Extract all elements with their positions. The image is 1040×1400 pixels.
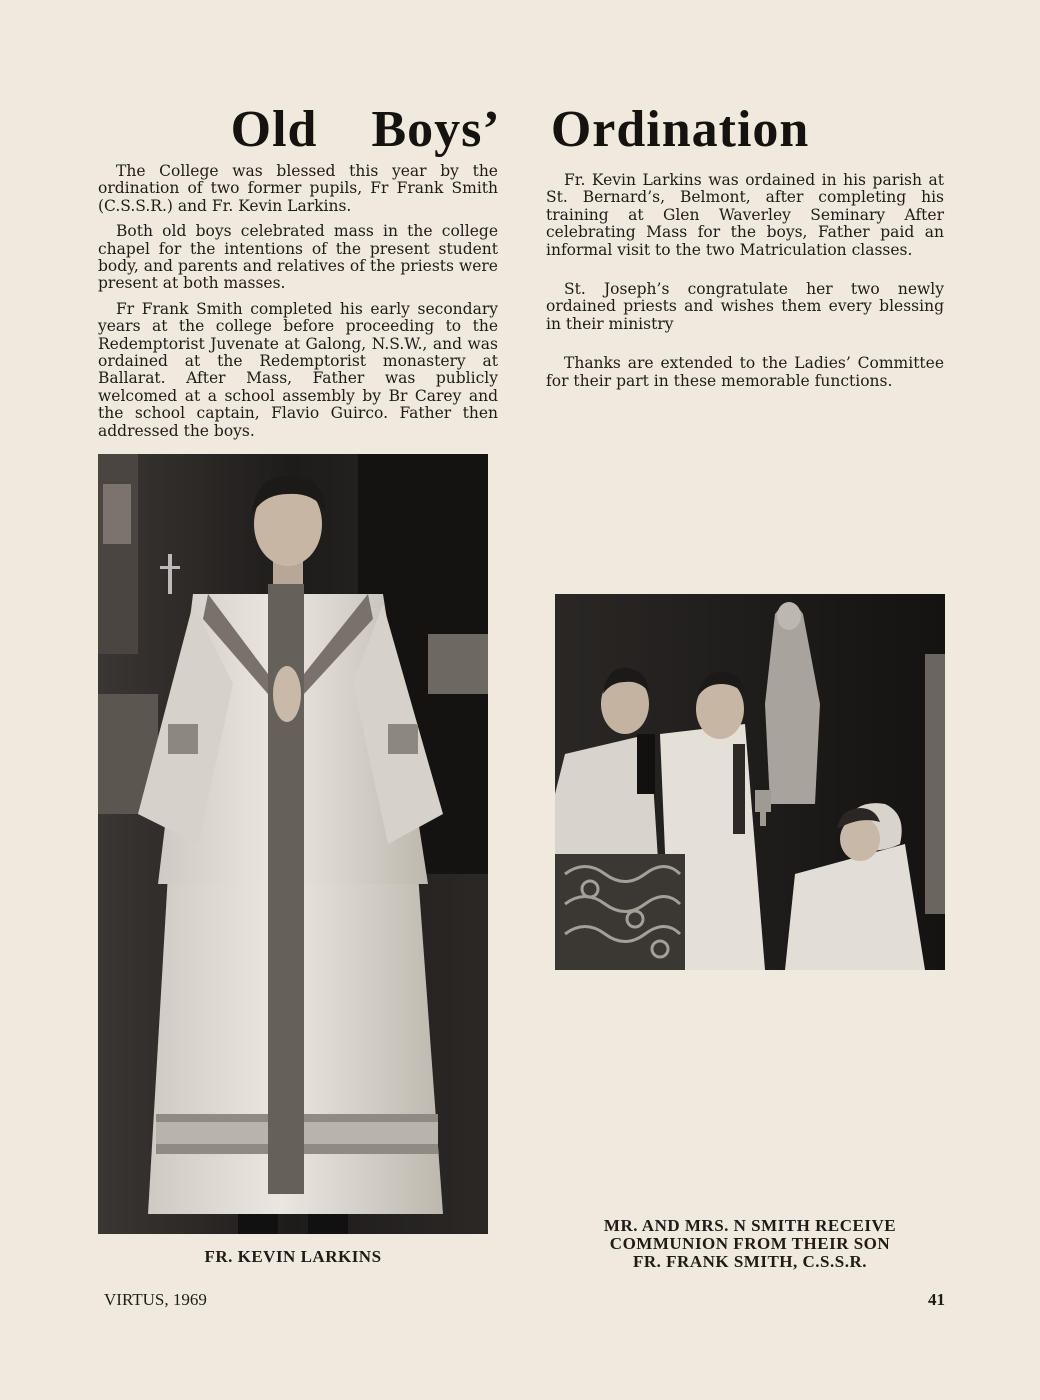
communion-photo — [555, 594, 945, 970]
left-paragraph-2: Both old boys celebrated mass in the college chapel for the intentions of the present student body, and parents and relatives of the priests were present at both masses. — [98, 222, 498, 293]
left-paragraph-1: The College was blessed this year by the ordination of two former pupils, Fr Frank Smith (C.S.S.R.) and Fr. Kevin Larkins. — [98, 162, 498, 215]
page-number: 41 — [928, 1290, 945, 1309]
page-title: Old Boys’ Ordination — [230, 101, 810, 158]
right-caption-line-2: COMMUNION FROM THEIR SON — [609, 1234, 891, 1253]
publication-footer: VIRTUS, 1969 — [104, 1290, 207, 1309]
right-text-column — [546, 172, 944, 412]
left-photo-caption: FR. KEVIN LARKINS — [204, 1247, 382, 1266]
left-text-column — [98, 163, 498, 448]
right-photo-caption — [540, 1217, 960, 1271]
right-paragraph-2: St. Joseph’s congratulate her two newly ordained priests and wishes them every blessing in their ministry — [546, 280, 944, 333]
right-paragraph-1: Fr. Kevin Larkins was ordained in his parish at St. Bernard’s, Belmont, after completing his training at Glen Waverley Seminary After celebrating Mass for the boys, Father paid an informal visit to the two Matriculation classes. — [546, 171, 944, 259]
right-paragraph-3: Thanks are extended to the Ladies’ Committee for their part in these memorable functions. — [546, 354, 944, 390]
right-caption-line-3: FR. FRANK SMITH, C.S.S.R. — [633, 1252, 867, 1271]
left-paragraph-3: Fr Frank Smith completed his early secondary years at the college before proceeding to the Redemptorist Juvenate at Galong, N.S.W., and was ordained at the Redemptorist monastery at Ballarat. After Mass, Father was publicly welcomed at a school assembly by Br Carey and the school captain, Flavio Guirco. Father then addressed the boys. — [98, 299, 498, 440]
priest-portrait-photo — [98, 454, 488, 1234]
right-caption-line-1: MR. AND MRS. N SMITH RECEIVE — [603, 1216, 897, 1235]
